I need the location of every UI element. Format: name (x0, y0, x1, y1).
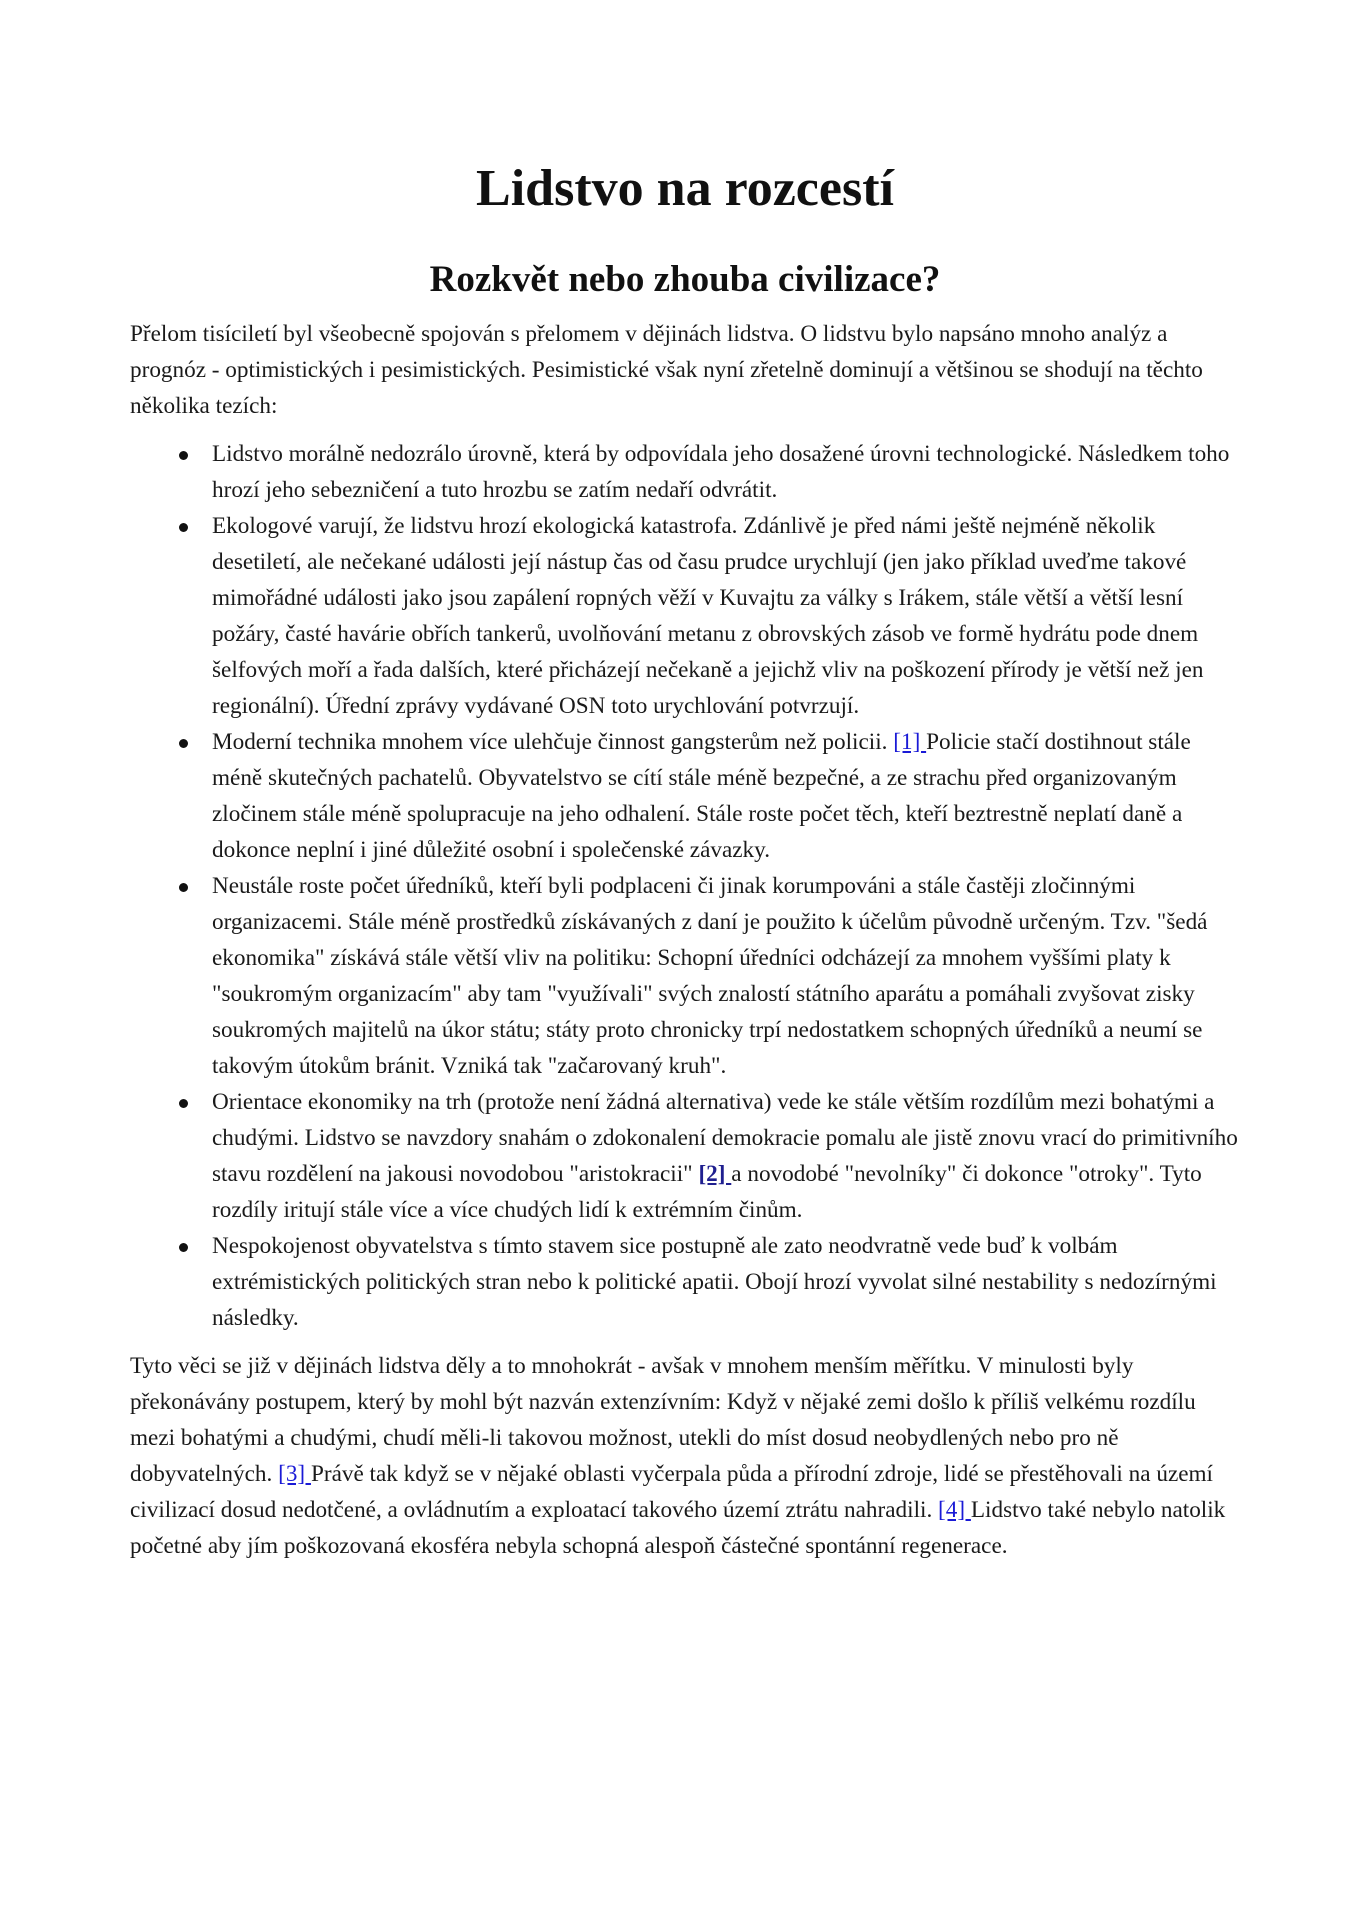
list-item-text: Ekologové varují, že lidstvu hrozí ekologická katastrofa. Zdánlivě je před námi ještě nejméně několik desetiletí, ale nečekané události její nástup čas od času prudce urychlují (jen jako příklad uveďme takové mimořádné události jako jsou zapálení ropných věží v Kuvajtu za války s Irákem, stále větší a větší lesní požáry, časté havárie obřích tankerů, uvolňování metanu z obrovských zásob ve formě hydrátu pode dnem šelfových moří a řada dalších, které přicházejí nečekaně a jejichž vliv na poškození přírody je větší než jen regionální). Úřední zprávy vydávané OSN toto urychlování potvrzují. (212, 513, 1204, 719)
footnote-link-1[interactable]: [1] (893, 729, 927, 755)
closing-paragraph (130, 1348, 1240, 1564)
list-item-text: Lidstvo morálně nedozrálo úrovně, která by odpovídala jeho dosažené úrovni technologické. Následkem toho hrozí jeho sebezničení a tuto hrozbu se zatím nedaří odvrátit. (212, 441, 1230, 503)
theses-list (130, 436, 1240, 1336)
document-body (130, 316, 1240, 1564)
closing-text: Právě tak když se v nějaké oblasti vyčerpala půda a přírodní zdroje, lidé se přestěhovali na území civilizací dosud nedotčené, a ovládnutím a exploatací takového území ztrátu nahradili. (130, 1461, 1214, 1523)
closing-text: Lidstvo také nebylo natolik početné aby jím poškozovaná ekosféra nebyla schopná alespoň částečné spontánní regenerace. (130, 1497, 1226, 1559)
closing-text: Tyto věci se již v dějinách lidstva děly a to mnohokrát - avšak v mnohem menším měřítku. V minulosti byly překonávány postupem, který by mohl být nazván extenzívním: Když v nějaké zemi došlo k příliš velkému rozdílu mezi bohatými a chudými, chudí měli-li takovou možnost, utekli do míst dosud neobydlených nebo pro ně dobyvatelných. (130, 1353, 1196, 1487)
page-title: Lidstvo na rozcestí (476, 160, 894, 217)
list-item (212, 1084, 1240, 1228)
list-item (212, 724, 1240, 868)
list-item (212, 508, 1240, 724)
bullet-icon (179, 739, 188, 748)
list-item (212, 1228, 1240, 1336)
list-item (212, 436, 1240, 508)
bullet-icon (179, 883, 188, 892)
intro-paragraph: Přelom tisíciletí byl všeobecně spojován s přelomem v dějinách lidstva. O lidstvu bylo napsáno mnoho analýz a prognóz - optimistických i pesimistických. Pesimistické však nyní zřetelně dominují a většinou se shodují na těchto několika tezích: (130, 321, 1203, 419)
list-item-text: Nespokojenost obyvatelstva s tímto stavem sice postupně ale zato neodvratně vede buď k volbám extrémistických politických stran nebo k politické apatii. Obojí hrozí vyvolat silné nestability s nedozírnými následky. (212, 1233, 1217, 1331)
list-item (212, 868, 1240, 1084)
list-item-text: a novodobé "nevolníky" či dokonce "otroky". Tyto rozdíly iritují stále více a více chudých lidí k extrémním činům. (212, 1161, 1202, 1223)
bullet-icon (179, 1099, 188, 1108)
bullet-icon (179, 523, 188, 532)
bullet-icon (179, 451, 188, 460)
list-item-text: Neustále roste počet úředníků, kteří byli podplaceni či jinak korumpováni a stále častěji zločinnými organizacemi. Stále méně prostředků získávaných z daní je použito k účelům původně určeným. Tzv. "šedá ekonomika" získává stále větší vliv na politiku: Schopní úředníci odcházejí za mnohem vyššími platy k "soukromým organizacím" aby tam "využívali" svých znalostí státního aparátu a pomáhali zvyšovat zisky soukromých majitelů na úkor státu; státy proto chronicky trpí nedostatkem schopných úředníků a neumí se takovým útokům bránit. Vzniká tak "začarovaný kruh". (212, 873, 1208, 1079)
footnote-link-3[interactable]: [3] (278, 1461, 311, 1487)
footnote-link-2[interactable]: [2] (698, 1161, 732, 1187)
bullet-icon (179, 1243, 188, 1252)
page-subtitle: Rozkvět nebo zhouba civilizace? (429, 259, 941, 300)
list-item-text: Policie stačí dostihnout stále méně skutečných pachatelů. Obyvatelstvo se cítí stále méně bezpečné, a ze strachu před organizovaným zločinem stále méně spolupracuje na jeho odhalení. Stále roste počet těch, kteří beztrestně neplatí daně a dokonce neplní i jiné důležité osobní i společenské závazky. (212, 729, 1191, 863)
footnote-link-4[interactable]: [4] (938, 1497, 971, 1523)
list-item-text: Orientace ekonomiky na trh (protože není žádná alternativa) vede ke stále větším rozdílům mezi bohatými a chudými. Lidstvo se navzdory snahám o zdokonalení demokracie pomalu ale jistě znovu vrací do primitivního stavu rozdělení na jakousi novodobou "aristokracii" (212, 1089, 1238, 1187)
list-item-text: Moderní technika mnohem více ulehčuje činnost gangsterům než policii. (212, 729, 894, 755)
